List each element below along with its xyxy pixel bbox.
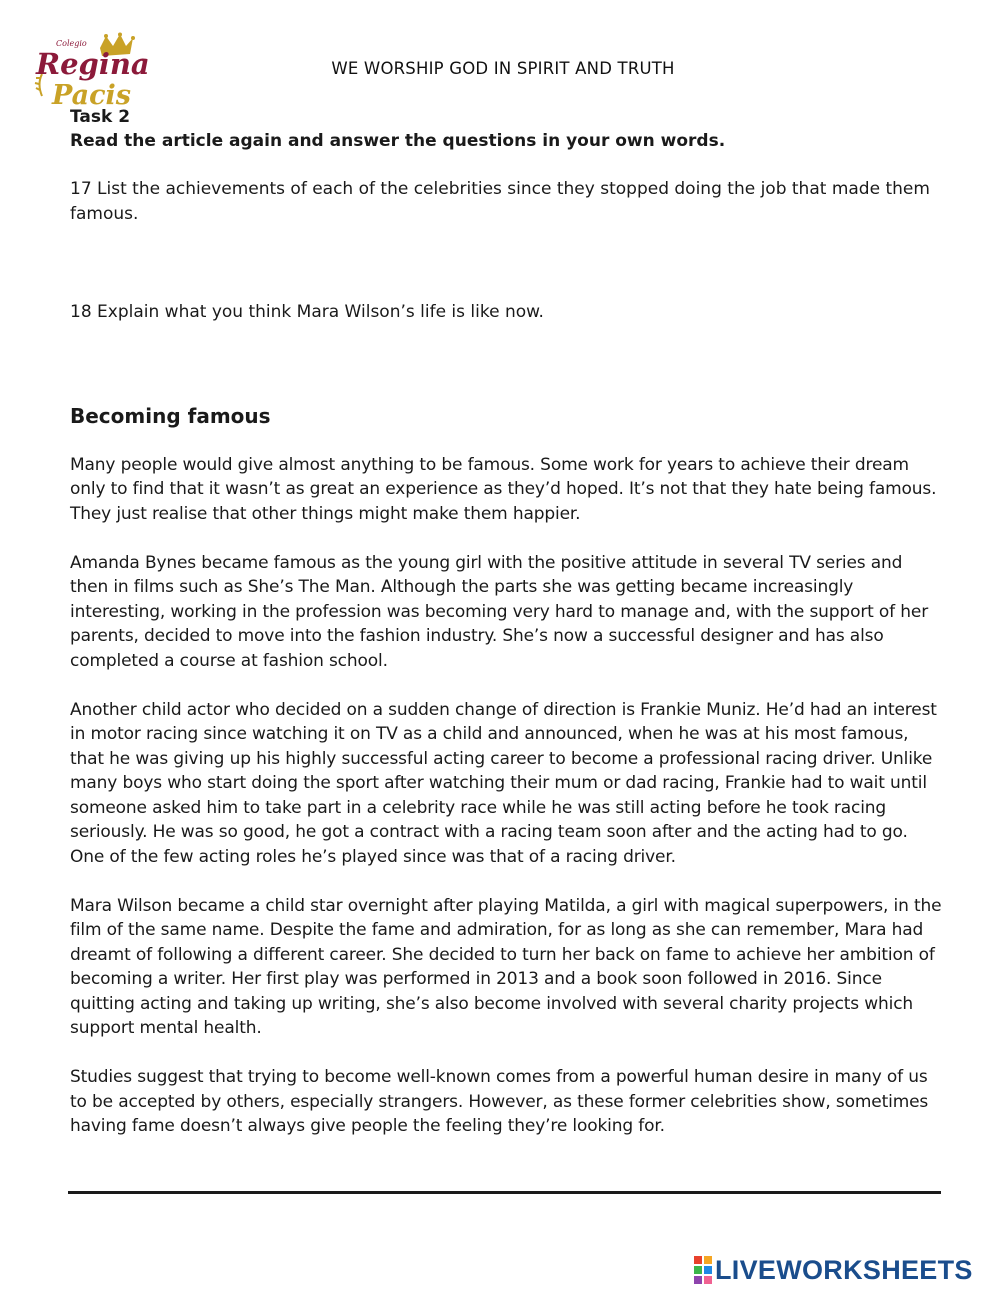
question-17: 17 List the achievements of each of the celebrities since they stopped doing the job that made them famous. <box>70 179 930 224</box>
article-paragraph: Many people would give almost anything to be famous. Some work for years to achieve their dream only to find that it wasn’t as great an experience as they’d hoped. It’s not that they hate being famous. They just realise that other things might make them happier. <box>70 454 937 524</box>
brand-name: LIVEWORKSHEETS <box>715 1255 973 1285</box>
svg-text:Regina: Regina <box>36 47 150 81</box>
brand-blocks-icon <box>694 1256 712 1284</box>
svg-text:Colegio: Colegio <box>56 39 87 48</box>
article-paragraph: Studies suggest that trying to become well-known comes from a powerful human desire in many of us to be accepted by others, especially strangers. However, as these former celebrities show, sometimes having fame doesn’t always give people the feeling they’re looking for. <box>70 1067 929 1136</box>
article-title: Becoming famous <box>70 403 271 428</box>
article-paragraph: Another child actor who decided on a sudden change of direction is Frankie Muniz. He’d had an interest in motor racing since watching it on TV as a child and announced, when he was at his most famous, that he was giving up his highly successful acting career to become a professional racing driver. Unlike many boys who start doing the sport after watching their mum or dad racing, Frankie had to wait until someone asked him to take part in a celebrity race while he was still acting before he took racing seriously. He was so good, he got a contract with a racing team soon after and the acting had to go. One of the few acting roles he’s played since was that of a racing driver. <box>70 699 937 867</box>
school-motto: WE WORSHIP GOD IN SPIRIT AND TRUTH <box>331 59 675 78</box>
question-18: 18 Explain what you think Mara Wilson’s life is like now. <box>70 302 544 322</box>
worksheet-content <box>70 105 942 1139</box>
svg-text:Pacis: Pacis <box>52 80 131 111</box>
liveworksheets-logo <box>694 1256 973 1284</box>
article-paragraph: Mara Wilson became a child star overnight after playing Matilda, a girl with magical superpowers, in the film of the same name. Despite the fame and admiration, for as long as she can remember, Mara had dreamt of following a different career. She decided to turn her back on fame to achieve her ambition of becoming a writer. Her first play was performed in 2013 and a book soon followed in 2016. Since quitting acting and taking up writing, she’s also become involved with several charity projects which support mental health. <box>70 895 942 1038</box>
divider <box>68 1191 941 1194</box>
task-instruction: Read the article again and answer the questions in your own words. <box>70 131 726 151</box>
article-paragraph: Amanda Bynes became famous as the young girl with the positive attitude in several TV series and then in films such as She’s The Man. Although the parts she was getting became increasingly interesting, working in the profession was becoming very hard to manage and, with the support of her parents, decided to move into the fashion industry. She’s now a successful designer and has also completed a course at fashion school. <box>70 552 929 671</box>
task-label: Task 2 <box>70 107 131 127</box>
